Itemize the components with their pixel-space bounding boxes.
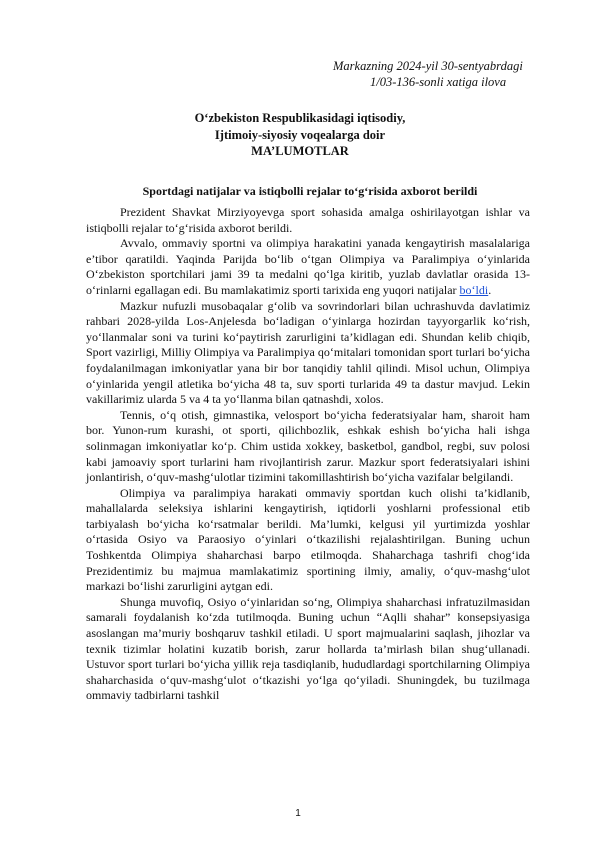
annex-line-2: 1/03-136-sonli xatiga ilova <box>370 75 507 89</box>
paragraph-6: Shunga muvofiq, Osiyo o‘yinlaridan so‘ng, Olimpiya shaharchasi infratuzilmasidan samarali foydalanish ko‘zda tutilmoqda. Buning uchun “Aqlli shahar” konsepsiyasiga asoslangan ma’muriy boshqaruv tashkil etiladi. U sport majmualarini saqlash, jihozlar va texnik tizimlar holatini kuzatib borish, zarur hollarda ta’mirlash bilan shug‘ullanadi. Ustuvor sport turlari bo‘yicha yillik reja tasdiqlanib, hududlardagi sportchilarning Olimpiya shaharchasida o‘quv-mashg‘ulot o‘tkazishi yo‘lga qo‘yiladi. Shuningdek, bu tuzilmaga ommaviy tadbirlarni tashkil <box>86 594 530 703</box>
article-body <box>86 205 530 704</box>
paragraph-1: Prezident Shavkat Mirziyoyevga sport sohasida amalga oshirilayotgan ishlar va istiqbolli rejalar to‘g‘risida axborot berildi. <box>86 205 530 235</box>
title-line-2: Ijtimoiy-siyosiy voqealarga doir <box>214 127 386 142</box>
annex-note <box>300 58 560 90</box>
paragraph-2 <box>86 236 530 298</box>
paragraph-3: Mazkur nufuzli musobaqalar g‘olib va sovrindorlari bilan uchrashuvda davlatimiz rahbari 2028-yilda Los-Anjelesda bo‘ladigan o‘yinlarga hozirdan tayyorgarlik ko‘rish, yo‘llanmalar soni va turini ko‘paytirish zarurligini ta’kidlagan edi. Shundan kelib chiqib, Sport vazirligi, Milliy Olimpiya va Paralimpiya qo‘mitalari tomonidan sport turlari bo‘yicha foydalanilmagan imkoniyatlar yana bir bor tanqidiy tahlil qilindi. Misol uchun, Olimpiya o‘yinlarida yengil atletika bo‘yicha 48 ta, suv sporti turlarida 49 ta dastur mavjud. Lekin vakillarimiz ularda 5 va 4 ta yo‘llanma bilan qatnashdi, xolos. <box>86 298 530 407</box>
paragraph-2-text: Avvalo, ommaviy sportni va olimpiya harakatini yanada kengaytirish masalalariga e’tibor qaratildi. Yaqinda Parijda bo‘lib o‘tgan Olimpiya va Paralimpiya o‘yinlarida O‘zbekiston sportchilari jami 39 ta medalni qo‘lga kiritib, yuzlab davlatlar orasida 13-o‘rinlarni egallagan edi. Bu mamlakatimiz sporti tarixida eng yuqori natijalar <box>86 236 530 297</box>
paragraph-2-end: . <box>488 282 492 297</box>
annex-line-1: Markazning 2024-yil 30-sentyabrdagi <box>333 59 523 73</box>
paragraph-4: Tennis, o‘q otish, gimnastika, velosport bo‘yicha federatsiyalar ham, sharoit ham bor. Yunon-rum kurashi, ot sporti, qilichbozlik, eshkak eshish bo‘yicha hali ishga solinmagan imkoniyatlar ko‘p. Chim ustida xokkey, basketbol, gandbol, regbi, suv polosi kabi jamoaviy sport turlarini ham rivojlantirish zarur. Mazkur sport federatsiyalari ishini jonlantirish, o‘quv-mashg‘ulotlar tizimini takomillashtirish bo‘yicha vazifalar belgilandi. <box>86 407 530 485</box>
paragraph-5: Olimpiya va paralimpiya harakati ommaviy sportdan kuch olishi ta’kidlanib, mahallalarda seleksiya ishlarini kengaytirish, iqtidorli yoshlarni professional etib tarbiyalash bo‘yicha ko‘rsatmalar berildi. Ma’lumki, kelgusi yil yurtimizda yoshlar o‘rtasida Osiyo va Paraosiyo o‘yinlari o‘tkazilishi rejalashtirilgan. Buning uchun Toshkentda Olimpiya shaharchasi barpo etilmoqda. Shaharchaga tashrifi chog‘ida Prezidentimiz bu majmua mamlakatimiz sportining ilmiy, amaliy, o‘quv-mashg‘ulot markazi bo‘lishi zarurligini aytgan edi. <box>86 485 530 594</box>
bo-ldi-link[interactable]: bo‘ldi <box>459 282 489 297</box>
title-line-1: O‘zbekiston Respublikasidagi iqtisodiy, <box>194 111 406 125</box>
page-number: 1 <box>295 808 301 819</box>
title-line-3: MA’LUMOTLAR <box>251 144 349 158</box>
document-title <box>100 110 500 160</box>
article-heading: Sportdagi natijalar va istiqbolli rejalar to‘g‘risida axborot berildi <box>142 184 478 198</box>
